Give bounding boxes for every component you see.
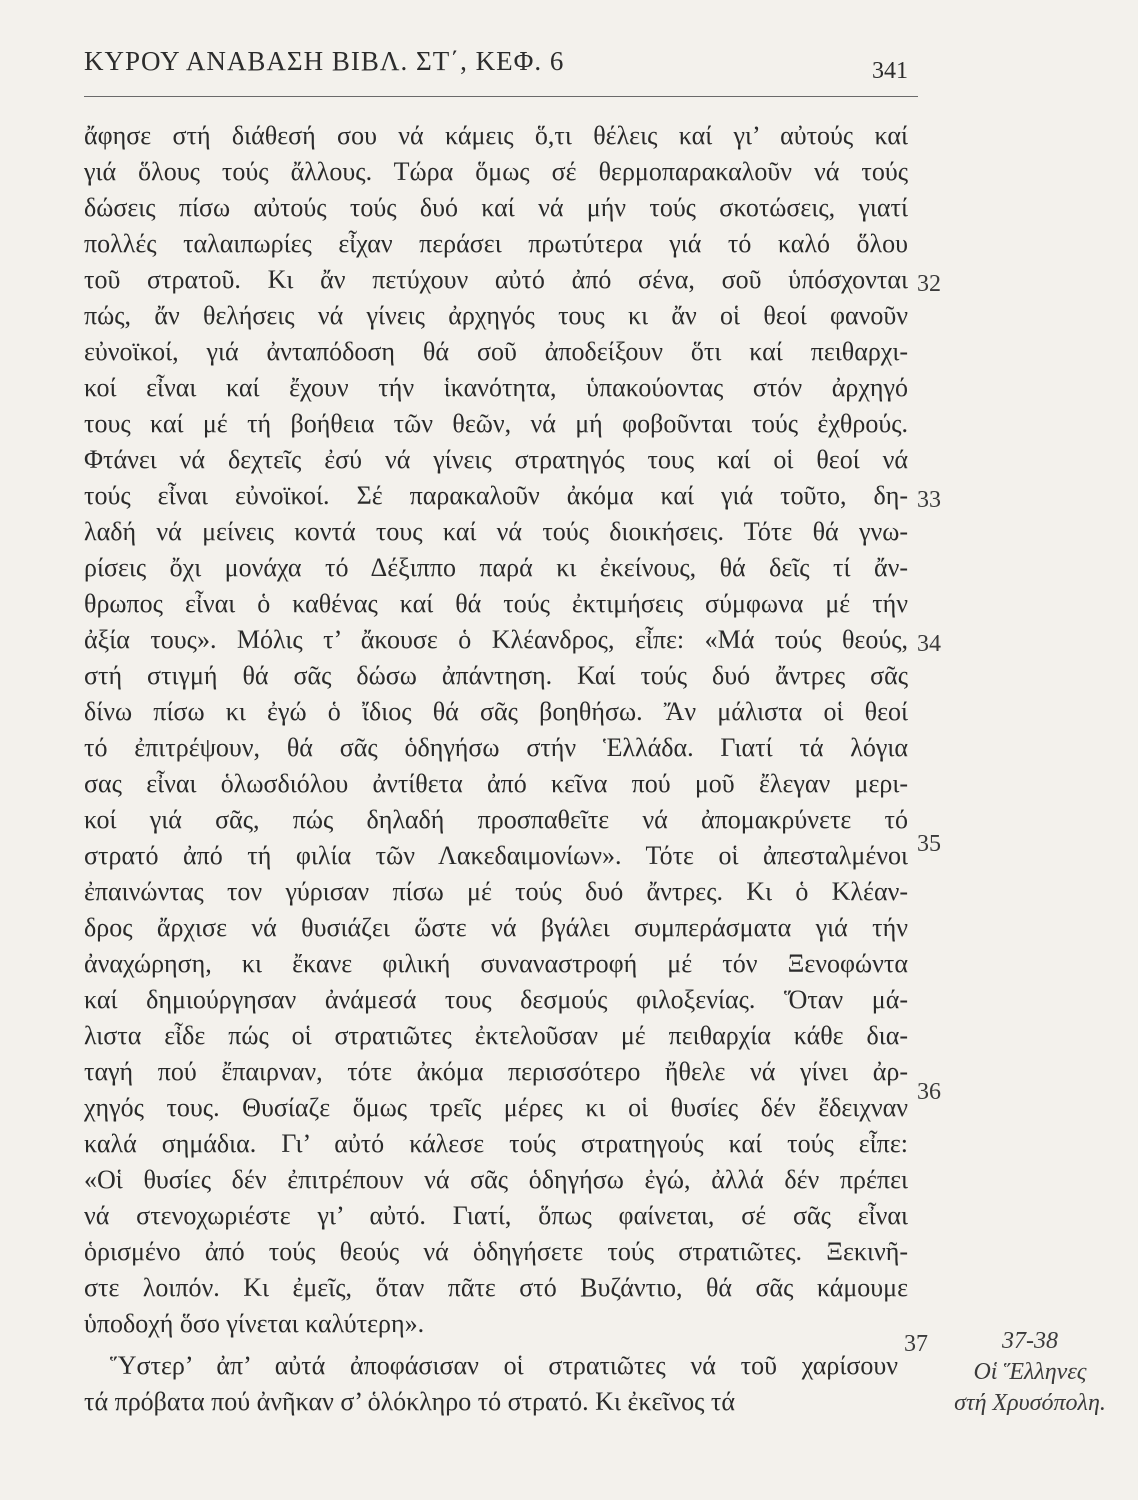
margin-note-line: Οἱ Ἕλληνες <box>973 1359 1087 1385</box>
text-line: Ὕστερ’ ἀπ’ αὐτά ἀποφάσισαν οἱ στρατιῶτες νά τοῦ χαρίσουν <box>110 1351 898 1380</box>
text-line: λιστα εἶδε πώς οἱ στρατιῶτες ἐκτελοῦσαν μέ πειθαρχία κάθε δια- <box>84 1021 908 1050</box>
text-line: σας εἶναι ὁλωσδιόλου ἀντίθετα ἀπό κεῖνα πού μοῦ ἔλεγαν μερι- <box>84 769 908 798</box>
text-line: ρίσεις ὄχι μονάχα τό Δέξιππο παρά κι ἐκείνους, θά δεῖς τί ἄν- <box>84 553 908 582</box>
section-number: 37 <box>904 1331 928 1357</box>
text-line: ὑποδοχή ὅσο γίνεται καλύτερη». <box>84 1309 425 1338</box>
section-number: 35 <box>917 831 941 857</box>
text-line: Φτάνει νά δεχτεῖς ἐσύ νά γίνεις στρατηγός τους καί οἱ θεοί νά <box>84 445 908 474</box>
text-line: λαδή νά μείνεις κοντά τους καί νά τούς διοικήσεις. Τότε θά γνω- <box>84 517 908 546</box>
text-line: θρωπος εἶναι ὁ καθένας καί θά τούς ἐκτιμήσεις σύμφωνα μέ τήν <box>84 589 908 618</box>
text-line: ἄφησε στή διάθεσή σου νά κάμεις ὅ,τι θέλεις καί γι’ αὐτούς καί <box>84 121 908 150</box>
text-line: στε λοιπόν. Κι ἐμεῖς, ὅταν πᾶτε στό Βυζάντιο, θά σᾶς κάμουμε <box>84 1273 908 1302</box>
margin-note-range: 37-38 <box>1002 1328 1058 1354</box>
text-line: στρατό ἀπό τή φιλία τῶν Λακεδαιμονίων». Τότε οἱ ἀπεσταλμένοι <box>84 841 908 870</box>
text-line: στή στιγμή θά σᾶς δώσω ἀπάντηση. Καί τούς δυό ἄντρες σᾶς <box>84 661 908 690</box>
section-number: 36 <box>917 1079 941 1105</box>
text-line: τους καί μέ τή βοήθεια τῶν θεῶν, νά μή φοβοῦνται τούς ἐχθρούς. <box>84 409 908 438</box>
text-line: τό ἐπιτρέψουν, θά σᾶς ὁδηγήσω στήν Ἑλλάδα. Γιατί τά λόγια <box>84 733 908 762</box>
page-number: 341 <box>872 58 908 84</box>
running-title: ΚΥΡΟΥ ΑΝΑΒΑΣΗ ΒΙΒΛ. ΣΤ΄, ΚΕΦ. 6 <box>84 46 565 76</box>
text-line: δρος ἄρχισε νά θυσιάζει ὥστε νά βγάλει συμπεράσματα γιά τήν <box>84 913 908 942</box>
text-line: τούς εἶναι εὐνοϊκοί. Σέ παρακαλοῦν ἀκόμα καί γιά τοῦτο, δη- <box>84 481 908 510</box>
text-line: δώσεις πίσω αὐτούς τούς δυό καί νά μήν τούς σκοτώσεις, γιατί <box>84 193 908 222</box>
text-line: ἀξία τους». Μόλις τ’ ἄκουσε ὁ Κλέανδρος, εἶπε: «Μά τούς θεούς, <box>84 625 908 654</box>
text-line: τοῦ στρατοῦ. Κι ἄν πετύχουν αὐτό ἀπό σένα, σοῦ ὑπόσχονται <box>84 265 908 294</box>
text-line: ταγή πού ἔπαιρναν, τότε ἀκόμα περισσότερο ἤθελε νά γίνει ἀρ- <box>84 1057 908 1086</box>
text-line: καλά σημάδια. Γι’ αὐτό κάλεσε τούς στρατηγούς καί τούς εἶπε: <box>84 1129 908 1158</box>
margin-note-line: στή Χρυσόπολη. <box>954 1390 1106 1416</box>
section-number: 34 <box>917 631 941 657</box>
text-line: ὁρισμένο ἀπό τούς θεούς νά ὁδηγήσετε τούς στρατιῶτες. Ξεκινῆ- <box>84 1237 908 1266</box>
text-line: χηγός τους. Θυσίαζε ὅμως τρεῖς μέρες κι οἱ θυσίες δέν ἔδειχναν <box>84 1093 908 1122</box>
margin-note <box>930 1326 1130 1419</box>
text-line: καί δημιούργησαν ἀνάμεσά τους δεσμούς φιλοξενίας. Ὅταν μά- <box>84 985 908 1014</box>
text-line: ἀναχώρηση, κι ἔκανε φιλική συναναστροφή μέ τόν Ξενοφώντα <box>84 949 908 978</box>
text-line: γιά ὅλους τούς ἄλλους. Τώρα ὅμως σέ θερμοπαρακαλοῦν νά τούς <box>84 157 908 186</box>
text-line: νά στενοχωριέστε γι’ αὐτό. Γιατί, ὅπως φαίνεται, σέ σᾶς εἶναι <box>84 1201 908 1230</box>
header-rule <box>84 96 918 97</box>
section-number: 32 <box>917 271 941 297</box>
text-line: κοί εἶναι καί ἔχουν τήν ἱκανότητα, ὑπακούοντας στόν ἀρχηγό <box>84 373 908 402</box>
text-line: πολλές ταλαιπωρίες εἶχαν περάσει πρωτύτερα γιά τό καλό ὅλου <box>84 229 908 258</box>
text-line: δίνω πίσω κι ἐγώ ὁ ἴδιος θά σᾶς βοηθήσω. Ἄν μάλιστα οἱ θεοί <box>84 697 908 726</box>
text-line: τά πρόβατα πού ἀνῆκαν σ’ ὁλόκληρο τό στρατό. Κι ἐκεῖνος τά <box>84 1387 736 1416</box>
text-line: εὐνοϊκοί, γιά ἀνταπόδοση θά σοῦ ἀποδείξουν ὅτι καί πειθαρχι- <box>84 337 908 366</box>
text-line: ἐπαινώντας τον γύρισαν πίσω μέ τούς δυό ἄντρες. Κι ὁ Κλέαν- <box>84 877 908 906</box>
section-number: 33 <box>917 487 941 513</box>
text-line: «Οἱ θυσίες δέν ἐπιτρέπουν νά σᾶς ὁδηγήσω ἐγώ, ἀλλά δέν πρέπει <box>84 1165 908 1194</box>
text-line: κοί γιά σᾶς, πώς δηλαδή προσπαθεῖτε νά ἀπομακρύνετε τό <box>84 805 908 834</box>
text-line: πώς, ἄν θελήσεις νά γίνεις ἀρχηγός τους κι ἄν οἱ θεοί φανοῦν <box>84 301 908 330</box>
